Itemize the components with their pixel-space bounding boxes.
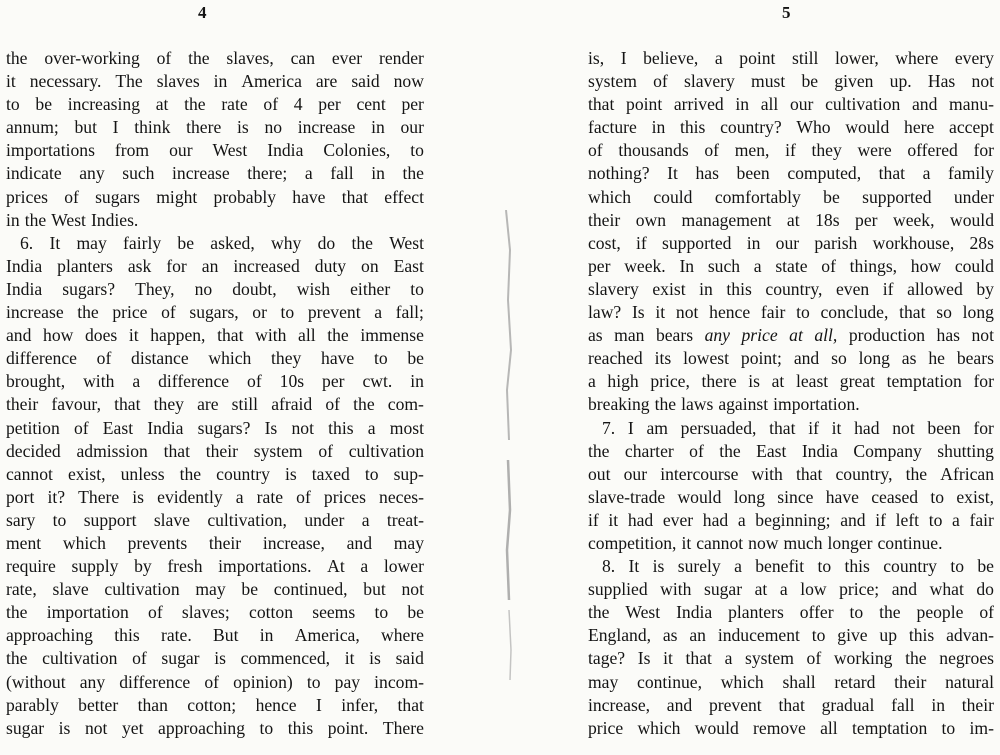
text-line: annum; but I think there is no increase in our [6,117,424,138]
gutter-mark-lower [509,610,511,680]
text-line: competition, it cannot now much longer continue. [588,532,943,553]
text-line: indicate any such increase there; a fall in the [6,163,424,184]
text-line: nothing? It has been computed, that a family [588,163,994,184]
gutter-mark-upper [506,210,511,440]
text-line: 7. I am persuaded, that if it had not been for [602,417,994,438]
text-line: approaching this rate. But in America, where [6,625,424,646]
text-line: facture in this country? Who would here accept [588,117,994,138]
text-line: per week. In such a state of things, how could [588,255,994,276]
left-page-text [6,47,424,740]
text-line: England, as an inducement to give up this advan- [588,625,994,646]
text-line: it necessary. The slaves in America are said now [6,71,424,92]
right-page-text [588,47,994,740]
text-line: port it? There is evidently a rate of prices neces- [6,486,424,507]
text-line: tage? Is it that a system of working the negroes [588,648,994,669]
text-line: supplied with sugar at a low price; and what do [588,579,994,600]
text-line: cannot exist, unless the country is taxed to sup- [6,463,424,484]
text-line: prices of sugars might probably have that effect [6,186,424,207]
text-line: increase the price of sugars, or to prevent a fall; [6,302,424,323]
text-line: their favour, that they are still afraid of the com- [6,394,424,415]
left-page-number: 4 [198,3,207,22]
text-line: system of slavery must be given up. Has not [588,71,994,92]
text-line: price which would remove all temptation to im- [588,717,994,738]
text-line: difference of distance which they have to be [6,348,424,369]
text-line: sary to support slave cultivation, under a treat- [6,509,424,530]
text-line: increase, and prevent that gradual fall in their [588,694,994,715]
text-line: decided admission that their system of cultivation [6,440,424,461]
text-line: petition of East India sugars? Is not this a most [6,417,424,438]
text-line: India planters ask for an increased duty on East [6,255,424,276]
text-line: (without any difference of opinion) to pay incom- [6,671,424,692]
text-line: to be increasing at the rate of 4 per cent per [6,94,424,115]
text-line: breaking the laws against importation. [588,394,860,415]
text-line: is, I believe, a point still lower, where every [588,48,994,68]
text-line-with-italic: as man bears any price at all, production has not [588,325,994,346]
right-page-number: 5 [782,3,791,22]
text-line: law? Is it not hence fair to conclude, that so long [588,302,994,323]
text-line: which could comfortably be supported under [588,186,994,207]
text-line: India sugars? They, no doubt, wish either to [6,278,424,299]
text-line: reached its lowest point; and so long as he bears [588,348,994,369]
text-line: importations from our West India Colonies, to [6,140,424,161]
text-line: a high price, there is at least great temptation for [588,371,994,392]
text-line: if it had ever had a beginning; and if left to a fair [588,509,994,530]
text-line: parably better than cotton; hence I infer, that [6,694,424,715]
text-line: require supply by fresh importations. At a lower [6,556,424,577]
text-line: cost, if supported in our parish workhouse, 28s [588,232,994,253]
text-line: slave-trade would long since have ceased to exist, [588,486,994,507]
text-line: their own management at 18s per week, would [588,209,994,230]
text-line: and how does it happen, that with all the immense [6,325,424,346]
text-line: rate, slave cultivation may be continued, but not [6,579,424,600]
text-line: that point arrived in all our cultivation and manu- [588,94,994,115]
text-line: the West India planters offer to the people of [588,602,994,623]
text-line: the cultivation of sugar is commenced, it is said [6,648,424,669]
text-line: of thousands of men, if they were offered for [588,140,994,161]
text-line: the importation of slaves; cotton seems to be [6,602,424,623]
gutter-mark-middle [507,460,510,600]
text-line: slavery exist in this country, even if allowed by [588,278,994,299]
book-gutter-shadow [486,210,522,680]
text-line: 8. It is surely a benefit to this country to be [602,556,994,577]
text-line: in the West Indies. [6,209,139,230]
text-line: may continue, which shall retard their natural [588,671,994,692]
text-line: the over-working of the slaves, can ever render [6,48,424,68]
text-line: 6. It may fairly be asked, why do the West [20,232,424,253]
text-line: brought, with a difference of 10s per cwt. in [6,371,424,392]
text-line: sugar is not yet approaching to this point. There [6,717,424,738]
text-line: ment which prevents their increase, and may [6,532,424,553]
text-line: out our intercourse with that country, the African [588,463,994,484]
text-line: the charter of the East India Company shutting [588,440,994,461]
